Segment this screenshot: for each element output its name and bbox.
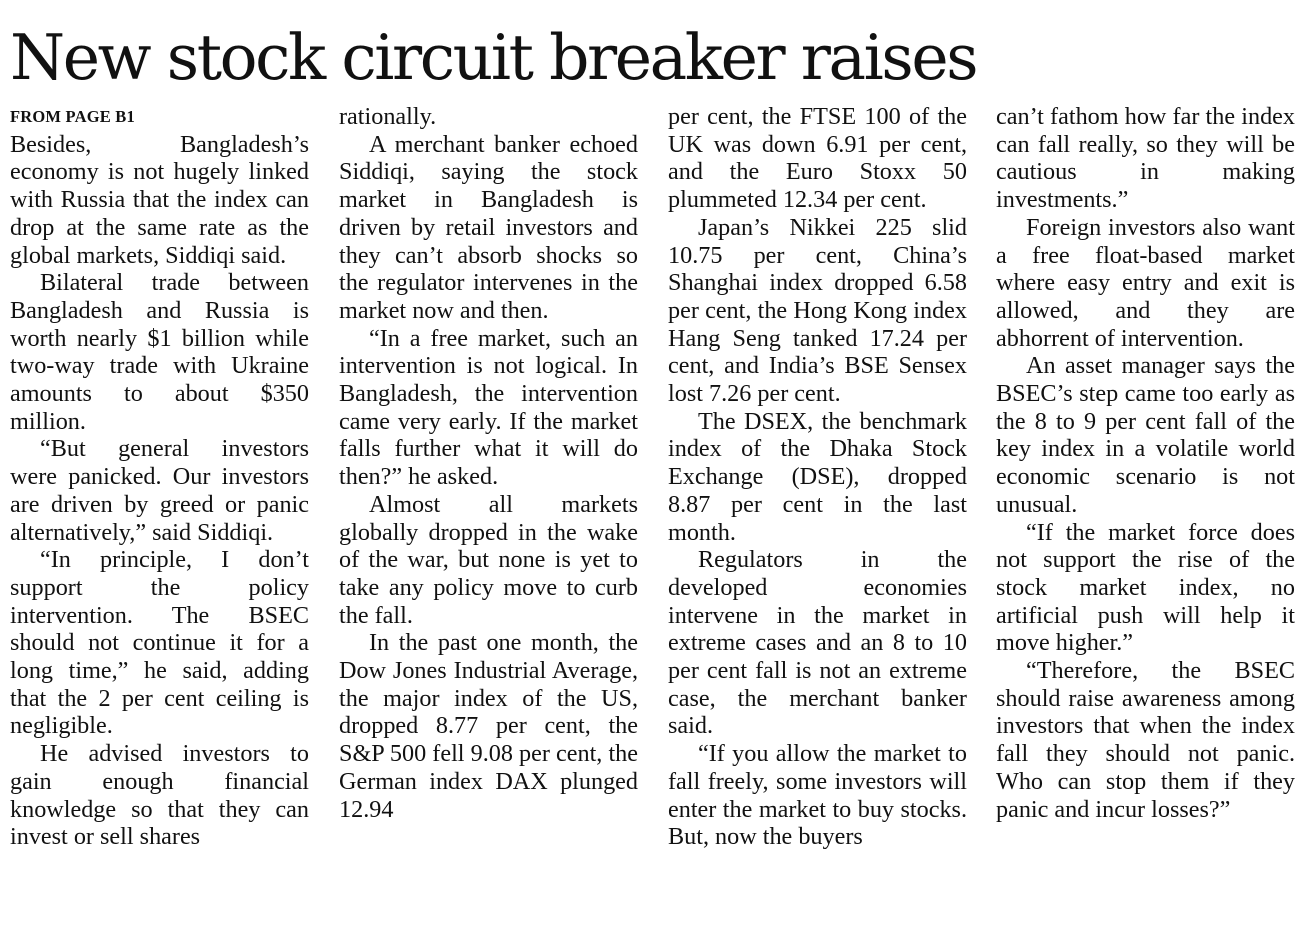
paragraph: Japan’s Nikkei 225 slid 10.75 per cent, China’s Shanghai index dropped 6.58 per cent, the Hong Kong index Hang Seng tanked 17.24 per cent, and India’s BSE Sensex lost 7.26 per cent.: [668, 213, 967, 408]
article-column-4: [996, 103, 1295, 913]
paragraph: Besides, Bangladesh’s economy is not hugely linked with Russia that the index can drop at the same rate as the global markets, Siddiqi said.: [10, 130, 309, 269]
article-column-2: [339, 103, 638, 913]
paragraph: “If the market force does not support the rise of the stock market index, no artificial push will help it move higher.”: [996, 518, 1295, 657]
headline: New stock circuit breaker raises: [10, 21, 977, 94]
paragraph: “If you allow the market to fall freely, some investors will enter the market to buy stocks. But, now the buyers: [668, 740, 967, 851]
paragraph: “Therefore, the BSEC should raise awareness among investors that when the index fall they should not panic. Who can stop them if they panic and incur losses?”: [996, 657, 1295, 823]
article-column-3: [668, 103, 967, 913]
paragraph: rationally.: [339, 103, 437, 130]
paragraph: He advised investors to gain enough financial knowledge so that they can invest or sell shares: [10, 740, 309, 851]
paragraph: “In a free market, such an intervention is not logical. In Bangladesh, the intervention came very early. If the market falls further what it will do then?” he asked.: [339, 324, 638, 491]
paragraph: Almost all markets globally dropped in the wake of the war, but none is yet to take any policy move to curb the fall.: [339, 490, 638, 629]
paragraph: Bilateral trade between Bangladesh and Russia is worth nearly $1 billion while two-way trade with Ukraine amounts to about $350 million.: [10, 269, 309, 435]
paragraph: The DSEX, the benchmark index of the Dhaka Stock Exchange (DSE), dropped 8.87 per cent in the last month.: [668, 407, 967, 546]
paragraph: An asset manager says the BSEC’s step came too early as the 8 to 9 per cent fall of the key index in a volatile world economic scenario is not unusual.: [996, 352, 1295, 518]
paragraph: In the past one month, the Dow Jones Industrial Average, the major index of the US, dropped 8.77 per cent, the S&P 500 fell 9.08 per cent, the German index DAX plunged 12.94: [339, 629, 638, 823]
paragraph: A merchant banker echoed Siddiqi, saying the stock market in Bangladesh is driven by retail investors and they can’t absorb shocks so the regulator intervenes in the market now and then.: [339, 130, 638, 324]
paragraph: Foreign investors also want a free float-based market where easy entry and exit is allowed, and they are abhorrent of intervention.: [996, 213, 1295, 352]
article-column-1: [10, 103, 309, 913]
paragraph: “But general investors were panicked. Our investors are driven by greed or panic alternatively,” said Siddiqi.: [10, 435, 309, 546]
paragraph: per cent, the FTSE 100 of the UK was down 6.91 per cent, and the Euro Stoxx 50 plummeted 12.34 per cent.: [668, 103, 967, 214]
paragraph: Regulators in the developed economies intervene in the market in extreme cases and an 8 to 10 per cent fall is not an extreme case, the merchant banker said.: [668, 546, 967, 740]
paragraph: can’t fathom how far the index can fall really, so they will be cautious in making investments.”: [996, 103, 1295, 214]
paragraph: “In principle, I don’t support the policy intervention. The BSEC should not continue it for a long time,” he said, adding that the 2 per cent ceiling is negligible.: [10, 546, 309, 740]
kicker: FROM PAGE B1: [10, 107, 135, 126]
